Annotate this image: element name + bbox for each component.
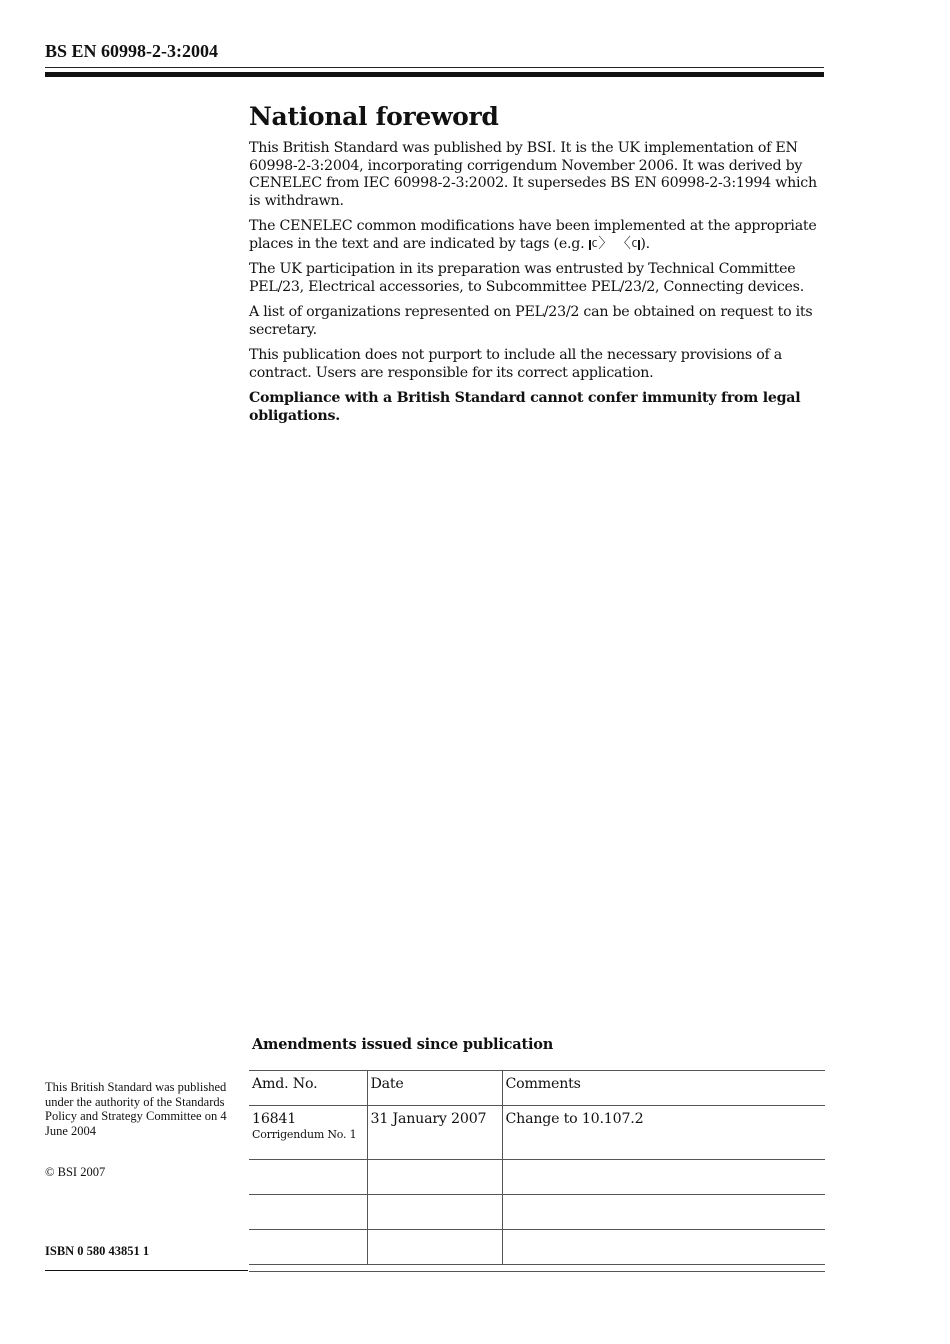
column-header-date: Date	[367, 1071, 502, 1106]
header-rule-thin	[45, 67, 824, 68]
amendments-table	[249, 1070, 825, 1265]
table-row-empty	[249, 1230, 825, 1265]
paragraph-2-end: ).	[640, 235, 650, 252]
open-tag-icon: C	[589, 240, 599, 250]
table-row	[249, 1106, 825, 1160]
document-id: BS EN 60998-2-3:2004	[45, 41, 219, 61]
publication-sidebar	[45, 1080, 235, 1180]
compliance-statement: Compliance with a British Standard cannot confer immunity from legal obligations.	[249, 390, 801, 424]
comments-cell: Change to 10.107.2	[502, 1106, 825, 1160]
paragraph-2-text: The CENELEC common modifications have been implemented at the appropriate places in the text and are indicated by tags (e.g.	[249, 218, 817, 252]
table-row-empty	[249, 1195, 825, 1230]
table-row-empty	[249, 1160, 825, 1195]
column-header-amd-no: Amd. No.	[249, 1071, 367, 1106]
header-rule-thick	[45, 72, 824, 77]
date-cell: 31 January 2007	[367, 1106, 502, 1160]
foreword-title: National foreword	[249, 102, 499, 131]
isbn: ISBN 0 580 43851 1	[45, 1244, 150, 1258]
footer-rule-right	[249, 1271, 825, 1272]
foreword-paragraph-1: This British Standard was published by BSI. It is the UK implementation of EN 60998-2-3:2004, incorporating corrigendum November 2006. It was derived by CENELEC from IEC 60998-2-3:2002. It supersedes BS EN 60998-2-3:1994 which is withdrawn.	[249, 140, 817, 209]
publication-note: This British Standard was published under the authority of the Standards Policy and Strategy Committee on 4 June 2004	[45, 1080, 227, 1138]
table-header-row	[249, 1071, 825, 1106]
foreword-paragraph-4: A list of organizations represented on PEL/23/2 can be obtained on request to its secretary.	[249, 304, 813, 338]
amd-no-cell	[249, 1106, 367, 1160]
amd-note: Corrigendum No. 1	[252, 1128, 357, 1141]
footer-rule-left	[45, 1270, 248, 1271]
copyright-notice: © BSI 2007	[45, 1165, 106, 1179]
foreword-paragraph-5: This publication does not purport to include all the necessary provisions of a contract. Users are responsible for its correct application.	[249, 347, 782, 381]
foreword-paragraph-2: The CENELEC common modifications have been implemented at the appropriate places in the text and are indicated by tags (e.g. C〉 〈C ).	[249, 218, 817, 252]
foreword-section	[249, 102, 829, 433]
amd-number: 16841	[252, 1111, 297, 1127]
foreword-paragraph-3: The UK participation in its preparation was entrusted by Technical Committee PEL/23, Electrical accessories, to Subcommittee PEL/23/2, Connecting devices.	[249, 261, 804, 295]
column-header-comments: Comments	[502, 1071, 825, 1106]
close-tag-icon: C	[631, 240, 641, 250]
amendments-heading: Amendments issued since publication	[252, 1036, 554, 1053]
